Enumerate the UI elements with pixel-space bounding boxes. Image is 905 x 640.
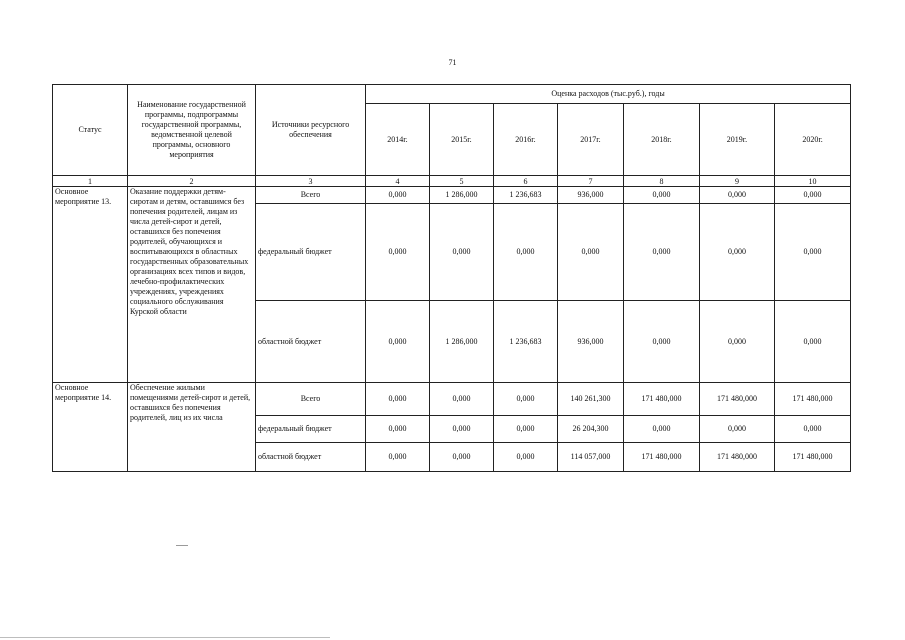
header-year: 2015г.	[430, 104, 494, 176]
header-name: Наименование государственной программы, подпрограммы государственной программы, ведомственной целевой программы, основного мероприятия	[128, 85, 256, 176]
source-cell: Всего	[256, 187, 366, 204]
column-number: 10	[775, 176, 851, 187]
value-cell: 0,000	[494, 383, 558, 416]
value-cell: 0,000	[430, 204, 494, 301]
source-cell: федеральный бюджет	[256, 204, 366, 301]
value-cell: 171 480,000	[700, 383, 775, 416]
header-year: 2019г.	[700, 104, 775, 176]
value-cell: 171 480,000	[775, 443, 851, 472]
header-status: Статус	[53, 85, 128, 176]
value-cell: 0,000	[700, 204, 775, 301]
measure-name-cell: Оказание поддержки детям-сиротам и детям, оставшимся без попечения родителей, лицам из числа детей-сирот и детей, оставшихся без попечения родителей, обучающихся и воспитывающихся в областных государственных образовательных организациях всех типов и видов, лечебно-профилактических учреждениях, учреждениях социального обслуживания Курской области	[128, 187, 256, 383]
value-cell: 0,000	[430, 383, 494, 416]
source-cell: Всего	[256, 383, 366, 416]
scan-artifact	[0, 637, 330, 638]
table-row	[53, 383, 851, 416]
source-cell: областной бюджет	[256, 301, 366, 383]
value-cell: 1 236,683	[494, 187, 558, 204]
value-cell: 0,000	[430, 416, 494, 443]
value-cell: 0,000	[494, 416, 558, 443]
column-number: 4	[366, 176, 430, 187]
header-year: 2014г.	[366, 104, 430, 176]
page-number: 71	[448, 58, 457, 67]
column-number: 5	[430, 176, 494, 187]
value-cell: 26 204,300	[558, 416, 624, 443]
value-cell: 171 480,000	[624, 383, 700, 416]
header-year: 2017г.	[558, 104, 624, 176]
budget-table	[52, 84, 851, 472]
value-cell: 0,000	[624, 416, 700, 443]
value-cell: 936,000	[558, 301, 624, 383]
value-cell: 0,000	[494, 443, 558, 472]
value-cell: 0,000	[624, 187, 700, 204]
column-number: 9	[700, 176, 775, 187]
value-cell: 0,000	[624, 204, 700, 301]
column-number: 2	[128, 176, 256, 187]
status-cell: Основное мероприятие 14.	[53, 383, 128, 472]
value-cell: 0,000	[366, 204, 430, 301]
value-cell: 1 286,000	[430, 301, 494, 383]
value-cell: 114 057,000	[558, 443, 624, 472]
column-number: 3	[256, 176, 366, 187]
value-cell: 140 261,300	[558, 383, 624, 416]
column-number-row	[53, 176, 851, 187]
value-cell: 0,000	[366, 416, 430, 443]
value-cell: 0,000	[366, 187, 430, 204]
value-cell: 0,000	[494, 204, 558, 301]
value-cell: 0,000	[558, 204, 624, 301]
header-estimate: Оценка расходов (тыс.руб.), годы	[366, 85, 851, 104]
value-cell: 1 286,000	[430, 187, 494, 204]
status-cell: Основное мероприятие 13.	[53, 187, 128, 383]
value-cell: 0,000	[366, 443, 430, 472]
value-cell: 0,000	[700, 416, 775, 443]
value-cell: 171 480,000	[700, 443, 775, 472]
value-cell: 0,000	[700, 187, 775, 204]
value-cell: 0,000	[775, 301, 851, 383]
value-cell: 0,000	[775, 416, 851, 443]
value-cell: 0,000	[366, 383, 430, 416]
measure-name-cell: Обеспечение жилыми помещениями детей-сирот и детей, оставшихся без попечения родителей, лиц из их числа	[128, 383, 256, 472]
scan-artifact	[176, 545, 188, 546]
source-cell: областной бюджет	[256, 443, 366, 472]
column-number: 8	[624, 176, 700, 187]
value-cell: 0,000	[775, 204, 851, 301]
value-cell: 0,000	[775, 187, 851, 204]
header-sources: Источники ресурсного обеспечения	[256, 85, 366, 176]
table-row	[53, 187, 851, 204]
value-cell: 936,000	[558, 187, 624, 204]
column-number: 7	[558, 176, 624, 187]
value-cell: 0,000	[430, 443, 494, 472]
value-cell: 1 236,683	[494, 301, 558, 383]
source-cell: федеральный бюджет	[256, 416, 366, 443]
value-cell: 0,000	[624, 301, 700, 383]
column-number: 1	[53, 176, 128, 187]
value-cell: 0,000	[366, 301, 430, 383]
value-cell: 171 480,000	[624, 443, 700, 472]
value-cell: 171 480,000	[775, 383, 851, 416]
value-cell: 0,000	[700, 301, 775, 383]
column-number: 6	[494, 176, 558, 187]
header-year: 2016г.	[494, 104, 558, 176]
header-year: 2018г.	[624, 104, 700, 176]
header-year: 2020г.	[775, 104, 851, 176]
